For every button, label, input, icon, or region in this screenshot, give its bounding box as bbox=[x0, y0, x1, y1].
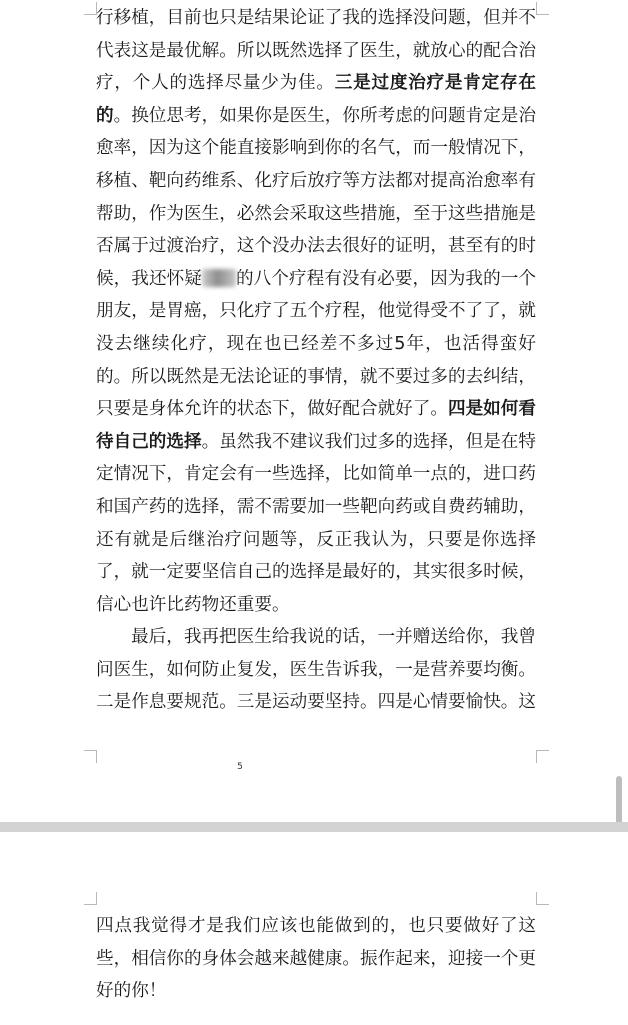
page-body-text bbox=[96, 2, 536, 719]
page-separator bbox=[0, 822, 628, 832]
blurred-redaction bbox=[202, 269, 236, 287]
margin-mark-top-right bbox=[536, 2, 549, 15]
paragraph-1 bbox=[96, 2, 536, 621]
margin-mark-top-right bbox=[536, 892, 549, 905]
text-segment: 。换位思考，如果你是医生，你所考虑的问题肯定是治愈率，因为这个能直接影响到你的名气，而一般情况下，移植、靶向药维系、化疗后放疗等方法都对提高治愈率有帮助，作为医生，必然会采取这些措施，至于这些措施是否属于过渡治疗，这个没办法去很好的证明，甚至有的时候，我还怀疑 bbox=[96, 105, 536, 289]
margin-mark-top-left bbox=[84, 892, 97, 905]
text-segment: 行移植，目前也只是结果论证了我的选择没问题，但并不代表这是最优解。所以既然选择了医生，就放心的配合治疗，个人的选择尽量少为佳。 bbox=[96, 8, 536, 94]
text-segment: 最后，我再把医生给我说的话，一并赠送给你，我曾问医生，如何防止复发，医生告诉我，一是营养要均衡。二是作息要规范。三是运动要坚持。四是心情要愉快。这 bbox=[96, 627, 536, 713]
document-page-6 bbox=[0, 832, 628, 1025]
bold-point-three: 三是过度治疗是肯定存在的 bbox=[96, 73, 536, 126]
paragraph-continued: 四点我觉得才是我们应该也能做到的，也只要做好了这些，相信你的身体会越来越健康。振作起来，迎接一个更好的你！ bbox=[96, 916, 536, 1002]
page-number: 5 bbox=[237, 762, 243, 772]
text-segment: 的八个疗程有没有必要，因为我的一个朋友，是胃癌，只化疗了五个疗程，他觉得受不了了，就没去继续化疗，现在也已经差不多过5年，也活得蛮好的。所以既然是无法论证的事情，就不要过多的去纠结，只要是身体允许的状态下，做好配合就好了。 bbox=[96, 268, 536, 420]
paragraph-2 bbox=[96, 621, 536, 719]
bold-point-four: 四是如何看待自己的选择 bbox=[96, 399, 536, 452]
page-body-text bbox=[96, 910, 536, 1008]
margin-mark-bottom-left bbox=[84, 750, 97, 763]
text-segment: 。虽然我不建议我们过多的选择，但是在特定情况下，肯定会有一些选择，比如简单一点的，进口药和国产药的选择，需不需要加一些靶向药或自费药辅助，还有就是后继治疗问题等，反正我认为，只要是你选择了，就一定要坚信自己的选择是最好的，其实很多时候，信心也许比药物还重要。 bbox=[96, 431, 536, 615]
margin-mark-bottom-right bbox=[536, 750, 549, 763]
